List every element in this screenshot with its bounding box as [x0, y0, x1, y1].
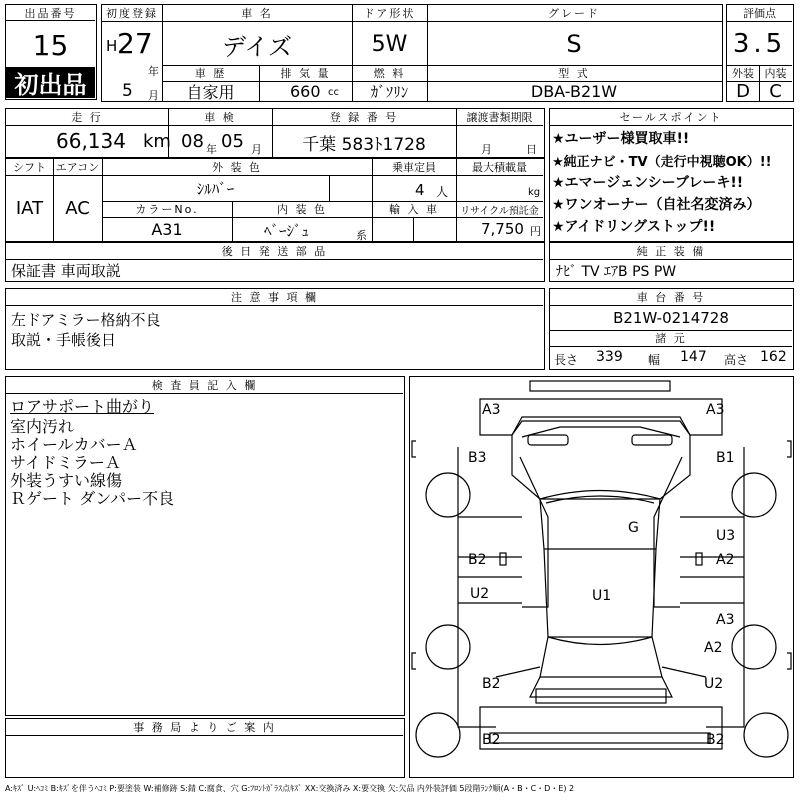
damage-mark: U2 [470, 586, 490, 602]
later-parts-box [5, 242, 545, 282]
recycle-unit: 円 [530, 225, 541, 238]
interior-color-label: 内 装 色 [277, 203, 327, 216]
transfer-day-unit: 日 [526, 143, 537, 156]
lot-box [5, 4, 97, 100]
transfer-month-unit: 月 [481, 143, 492, 156]
plate-label: 登 録 番 号 [329, 111, 399, 124]
chassis-value: B21W-0214728 [613, 309, 729, 327]
exterior-color-label: 外 装 色 [212, 161, 262, 174]
door-type: 5W [371, 31, 408, 57]
mileage-unit: km [143, 131, 171, 152]
grade-label: グレード [548, 7, 600, 20]
chassis-label: 車 台 番 号 [636, 291, 706, 304]
inspection-year-unit: 年 [206, 143, 217, 156]
later-parts-label: 後 日 発 送 部 品 [221, 245, 328, 258]
reg-year-unit: 年 [148, 65, 159, 78]
lot-label: 出品番号 [24, 6, 77, 20]
inspection-year: 08 [181, 131, 204, 152]
reg-year: 27 [117, 27, 153, 60]
load-unit: kg [528, 187, 541, 198]
import-label: 輸 入 車 [389, 203, 439, 216]
fuel-value: ｶﾞｿﾘﾝ [370, 83, 409, 101]
inspector-line: 室内汚れ [10, 416, 75, 435]
notes-line: 取説・手帳後日 [11, 330, 117, 349]
interior-score-label: 内装 [764, 67, 787, 80]
shift-value: IAT [15, 198, 44, 219]
length-value: 339 [596, 349, 623, 365]
displacement-label: 排 気 量 [280, 67, 331, 80]
sales-point-item: ★エマージェンシーブレーキ!! [552, 175, 744, 191]
inspector-label: 検 査 員 記 入 欄 [151, 379, 258, 392]
color-no-value: A31 [151, 220, 183, 239]
sales-points-box [549, 108, 794, 242]
reg-era: H [106, 37, 118, 55]
inspector-line: ロアサポート曲がり [10, 396, 155, 415]
car-outline-diagram [410, 377, 793, 777]
history-value: 自家用 [186, 83, 235, 101]
inspection-month-unit: 月 [251, 143, 262, 156]
score-label: 評価点 [743, 7, 776, 20]
damage-mark: A3 [706, 402, 725, 418]
color-no-label: カラーNo. [135, 203, 199, 216]
damage-mark: U2 [704, 676, 724, 692]
load-label: 最大積載量 [472, 161, 527, 174]
first-time-badge: 初出品 [6, 67, 95, 98]
inspector-line: 外装うすい線傷 [10, 470, 123, 489]
vehicle-header-grid [101, 4, 723, 102]
model-value: DBA-B21W [530, 82, 618, 101]
ac-value: AC [65, 198, 90, 219]
inspection-month: 05 [221, 131, 244, 152]
damage-mark: A2 [716, 552, 735, 568]
displacement-value: 660 [290, 82, 321, 101]
capacity-label: 乗車定員 [392, 161, 436, 174]
interior-color-unit: 系 [356, 229, 367, 242]
mileage-value: 66,134 [56, 129, 126, 153]
height-label: 高さ [724, 353, 749, 367]
width-label: 幅 [648, 353, 661, 367]
exterior-score: D [736, 82, 750, 101]
recycle-label: リサイクル預託金 [460, 205, 539, 217]
model-label: 型 式 [558, 67, 590, 80]
exterior-color-value: ｼﾙﾊﾞｰ [196, 180, 235, 198]
damage-mark: G [628, 520, 639, 536]
equipment-box [549, 242, 794, 282]
lot-number: 15 [32, 28, 69, 62]
sales-point-item: ★アイドリングストップ!! [552, 219, 716, 235]
name-label: 車 名 [241, 7, 273, 20]
damage-mark: B2 [706, 732, 725, 748]
damage-mark: A2 [704, 640, 723, 656]
transfer-label: 譲渡書類期限 [466, 111, 533, 124]
sales-point-item: ★ユーザー様買取車!! [552, 131, 690, 147]
damage-mark: B3 [468, 450, 487, 466]
dimensions-label: 諸 元 [655, 332, 687, 345]
recycle-value: 7,750 [481, 220, 524, 238]
damage-mark: A3 [482, 402, 501, 418]
damage-mark: U1 [592, 588, 612, 604]
reg-label: 初度登録 [106, 7, 158, 20]
office-box [5, 718, 405, 778]
later-parts-value: 保証書 車両取説 [11, 262, 121, 280]
score-value: 3.5 [732, 29, 787, 59]
history-label: 車 歴 [194, 67, 227, 80]
damage-mark: B2 [482, 676, 501, 692]
grade: S [566, 30, 582, 58]
mileage-label: 走 行 [71, 111, 103, 124]
inspector-box [5, 376, 405, 716]
office-label: 事 務 局 よ り ご 案 内 [133, 721, 276, 734]
inspection-label: 車 検 [204, 111, 236, 124]
damage-mark: A3 [716, 612, 735, 628]
specs-grid [5, 158, 545, 242]
legend-text: A:ｷｽﾞ U:ﾍｺﾐ B:ｷｽﾞを伴うﾍｺﾐ P:要塗装 W:補修跡 S:錆 C:腐食、穴 G:ﾌﾛﾝﾄｶﾞﾗｽ点ｷｽﾞ XX:交換済み X:要交換 欠:欠品 内外装評価 5段階ﾗﾝｸ順(A・B・C・D・E) 2 [5, 784, 575, 793]
vehicle-name: デイズ [221, 32, 293, 61]
fuel-label: 燃 料 [373, 67, 406, 80]
length-label: 長さ [554, 353, 579, 367]
reg-month: 5 [122, 81, 133, 101]
height-value: 162 [760, 349, 787, 365]
equipment-label: 純 正 装 備 [636, 245, 706, 258]
ac-label: エアコン [55, 161, 100, 174]
equipment-value: ﾅﾋﾞ TV ｴｱB PS PW [556, 263, 677, 280]
exterior-score-label: 外装 [732, 67, 754, 80]
damage-mark: U3 [716, 528, 736, 544]
displacement-unit: cc [328, 87, 339, 98]
sales-points-label: セールスポイント [619, 111, 723, 124]
notes-label: 注 意 事 項 欄 [231, 291, 318, 304]
shift-label: シフト [13, 161, 46, 174]
interior-color-value: ﾍﾞｰｼﾞｭ [264, 222, 310, 240]
notes-box [5, 288, 545, 370]
sales-point-item: ★ワンオーナー（自社名変済み） [552, 197, 761, 213]
inspector-line: Ｒゲート ダンパー不良 [10, 488, 175, 507]
damage-diagram [409, 376, 794, 778]
score-box [726, 4, 794, 102]
capacity-unit: 人 [436, 185, 449, 199]
plate-value: 千葉 583ﾄ1728 [302, 134, 426, 155]
interior-score: C [769, 82, 782, 101]
inspector-line: ホイールカバーＡ [10, 434, 138, 453]
door-label: ドア形状 [363, 7, 416, 20]
notes-line: 左ドアミラー格納不良 [11, 310, 161, 329]
registration-row [5, 108, 545, 158]
damage-mark: B2 [468, 552, 487, 568]
width-value: 147 [680, 349, 707, 365]
inspector-line: サイドミラーＡ [10, 452, 121, 471]
chassis-box [549, 288, 794, 370]
sales-point-item: ★純正ナビ・TV（走行中視聴OK）!! [552, 154, 772, 170]
reg-month-unit: 月 [148, 89, 159, 102]
damage-mark: B2 [482, 732, 501, 748]
capacity-value: 4 [415, 181, 425, 199]
damage-mark: B1 [716, 450, 735, 466]
